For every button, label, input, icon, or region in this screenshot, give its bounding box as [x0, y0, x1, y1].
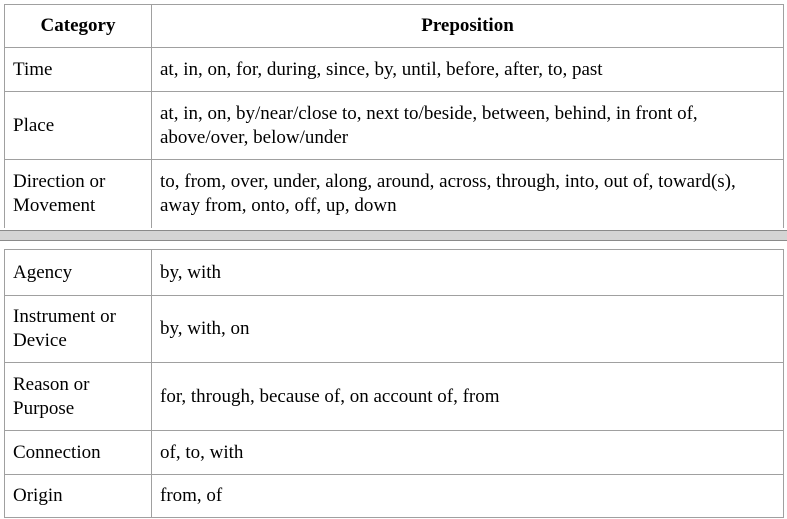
prepositions-table-top: [4, 4, 784, 228]
preposition-cell: by, with, on: [152, 296, 784, 363]
category-cell: Place: [5, 92, 152, 160]
preposition-cell: at, in, on, by/near/close to, next to/beside, between, behind, in front of, above/over, below/under: [152, 92, 784, 160]
table-row: [5, 48, 784, 92]
table-row: [5, 160, 784, 228]
header-category: Category: [5, 5, 152, 48]
table-row: [5, 363, 784, 431]
table-row: [5, 92, 784, 160]
header-preposition: Preposition: [152, 5, 784, 48]
preposition-cell: at, in, on, for, during, since, by, until, before, after, to, past: [152, 48, 784, 92]
category-cell: Agency: [5, 250, 152, 296]
category-cell: Reason or Purpose: [5, 363, 152, 431]
category-cell: Origin: [5, 475, 152, 518]
preposition-cell: by, with: [152, 250, 784, 296]
category-cell: Time: [5, 48, 152, 92]
preposition-cell: for, through, because of, on account of, from: [152, 363, 784, 431]
prepositions-table-bottom: [4, 249, 784, 518]
page-break-divider: [0, 230, 787, 241]
table-row: [5, 431, 784, 475]
category-cell: Direction or Movement: [5, 160, 152, 228]
header-row: [5, 5, 784, 48]
table-row: [5, 250, 784, 296]
preposition-cell: from, of: [152, 475, 784, 518]
table-row: [5, 475, 784, 518]
category-cell: Connection: [5, 431, 152, 475]
table-row: [5, 296, 784, 363]
preposition-cell: of, to, with: [152, 431, 784, 475]
preposition-cell: to, from, over, under, along, around, across, through, into, out of, toward(s), away from, onto, off, up, down: [152, 160, 784, 228]
category-cell: Instrument or Device: [5, 296, 152, 363]
